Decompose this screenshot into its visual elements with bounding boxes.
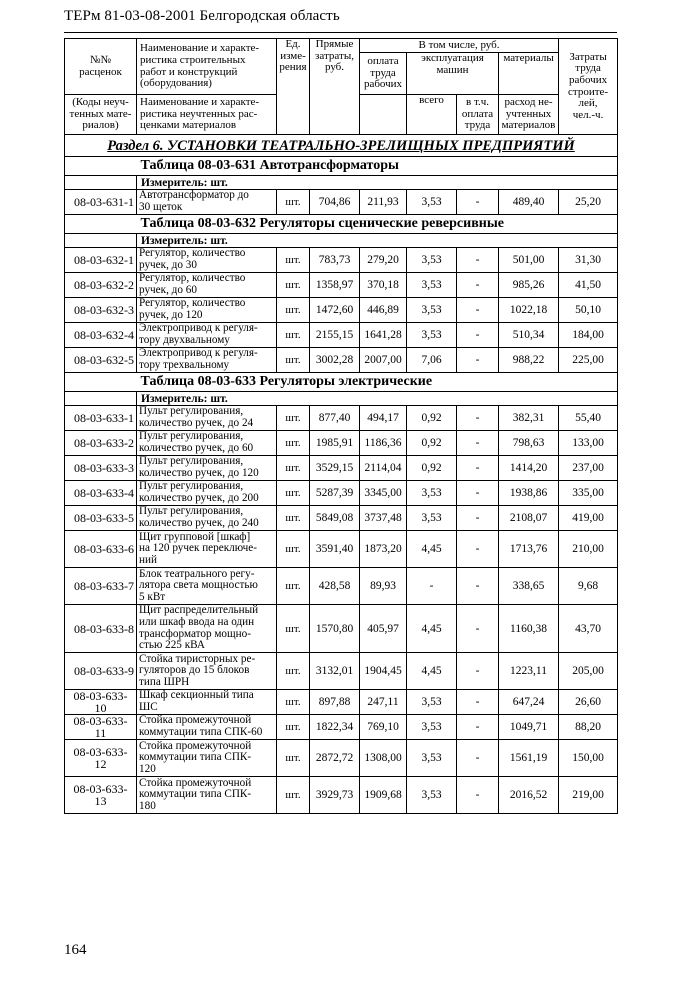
rate-code: 08-03-633-3 [65,456,137,481]
table-measure-row [65,176,618,190]
table-row [65,740,618,777]
machines-total-value: 4,45 [407,531,457,568]
direct-costs-value: 3529,15 [310,456,360,481]
unit-value: шт. [277,456,310,481]
direct-costs-value: 877,40 [310,406,360,431]
work-name: Стойка промежуточной коммутации типа СПК- 180 [137,777,277,814]
labor-hours-value: 133,00 [559,431,618,456]
table-measure-spacer [65,176,137,190]
direct-costs-value: 897,88 [310,690,360,715]
unit-value: шт. [277,298,310,323]
direct-costs-value: 2872,72 [310,740,360,777]
machines-total-value: 3,53 [407,740,457,777]
table-row [65,531,618,568]
table-row [65,568,618,605]
rates-table [64,38,618,814]
table-title-spacer [65,215,137,234]
materials-value: 798,63 [499,431,559,456]
labor-hours-value: 335,00 [559,481,618,506]
direct-costs-value: 428,58 [310,568,360,605]
labor-pay-value: 1641,28 [360,323,407,348]
table-row [65,653,618,690]
labor-pay-value: 494,17 [360,406,407,431]
header-rule [64,32,617,33]
rate-code: 08-03-633-2 [65,431,137,456]
header-name-top: Наименование и характе- ристика строительных работ и конструкций (оборудования) [137,39,277,95]
work-name: Стойка промежуточной коммутации типа СПК-60 [137,715,277,740]
machines-labor-value: - [457,348,499,373]
machines-labor-value: - [457,777,499,814]
machines-labor-value: - [457,690,499,715]
machines-total-value: 3,53 [407,190,457,215]
work-name: Электропривод к регуля- тору двухвальному [137,323,277,348]
unit-value: шт. [277,406,310,431]
unit-value: шт. [277,531,310,568]
rate-code: 08-03-633-5 [65,506,137,531]
rate-code: 08-03-632-4 [65,323,137,348]
labor-pay-value: 1873,20 [360,531,407,568]
unit-value: шт. [277,431,310,456]
table-row [65,298,618,323]
machines-total-value: 7,06 [407,348,457,373]
unit-value: шт. [277,690,310,715]
machines-total-value: 0,92 [407,406,457,431]
machines-labor-value: - [457,740,499,777]
labor-pay-value: 211,93 [360,190,407,215]
header-name-bottom: Наименование и характе- ристика неучтенных рас- ценками материалов [137,95,277,135]
table-row [65,506,618,531]
labor-pay-value: 279,20 [360,248,407,273]
page-number: 164 [64,942,87,958]
direct-costs-value: 1570,80 [310,605,360,653]
materials-value: 2108,07 [499,506,559,531]
direct-costs-value: 1985,91 [310,431,360,456]
table-row [65,273,618,298]
labor-pay-value: 2007,00 [360,348,407,373]
header-machines: эксплуатация машин [407,53,499,95]
work-name: Пульт регулирования, количество ручек, до 240 [137,506,277,531]
materials-value: 1160,38 [499,605,559,653]
labor-hours-value: 25,20 [559,190,618,215]
table-measure-spacer [65,234,137,248]
unit-value: шт. [277,481,310,506]
rate-code: 08-03-632-3 [65,298,137,323]
header-machines-total: всего [407,95,457,135]
labor-hours-value: 43,70 [559,605,618,653]
direct-costs-value: 2155,15 [310,323,360,348]
work-name: Пульт регулирования, количество ручек, до 24 [137,406,277,431]
labor-pay-value: 3345,00 [360,481,407,506]
rate-code: 08-03-633- 10 [65,690,137,715]
unit-value: шт. [277,715,310,740]
machines-total-value: - [407,568,457,605]
labor-hours-value: 419,00 [559,506,618,531]
table-measure-spacer [65,392,137,406]
labor-hours-value: 150,00 [559,740,618,777]
materials-value: 338,65 [499,568,559,605]
header-code-top: №№ расценок [65,39,137,95]
work-name: Пульт регулирования, количество ручек, до 60 [137,431,277,456]
work-name: Регулятор, количество ручек, до 60 [137,273,277,298]
machines-labor-value: - [457,653,499,690]
rate-code: 08-03-632-1 [65,248,137,273]
work-name: Шкаф секционный типа ШС [137,690,277,715]
section-title: Раздел 6. УСТАНОВКИ ТЕАТРАЛЬНО-ЗРЕЛИЩНЫХ ПРЕДПРИЯТИЙ [65,135,618,157]
rate-code: 08-03-633- 12 [65,740,137,777]
materials-value: 1414,20 [499,456,559,481]
table-title: Таблица 08-03-633 Регуляторы электрические [137,373,618,392]
table-measure: Измеритель: шт. [137,392,618,406]
rate-code: 08-03-632-2 [65,273,137,298]
work-name: Стойка промежуточной коммутации типа СПК- 120 [137,740,277,777]
table-row [65,190,618,215]
header-code-bottom: (Коды неуч- тенных мате- риалов) [65,95,137,135]
work-name: Стойка тиристорных ре- гуляторов до 15 блоков типа ШРН [137,653,277,690]
direct-costs-value: 1358,97 [310,273,360,298]
work-name: Щит групповой [шкаф] на 120 ручек переключе- ний [137,531,277,568]
materials-value: 501,00 [499,248,559,273]
materials-value: 382,31 [499,406,559,431]
materials-value: 988,22 [499,348,559,373]
table-measure-row [65,234,618,248]
table-row [65,323,618,348]
machines-total-value: 0,92 [407,456,457,481]
labor-pay-value: 446,89 [360,298,407,323]
direct-costs-value: 3002,28 [310,348,360,373]
labor-hours-value: 50,10 [559,298,618,323]
labor-pay-value: 247,11 [360,690,407,715]
machines-total-value: 3,53 [407,506,457,531]
machines-labor-value: - [457,481,499,506]
machines-labor-value: - [457,456,499,481]
machines-total-value: 3,53 [407,248,457,273]
materials-value: 647,24 [499,690,559,715]
work-name: Блок театрального регу- лятора света мощностью 5 кВт [137,568,277,605]
machines-labor-value: - [457,506,499,531]
rate-code: 08-03-633- 13 [65,777,137,814]
unit-value: шт. [277,506,310,531]
unit-value: шт. [277,248,310,273]
table-row [65,481,618,506]
labor-pay-value: 1186,36 [360,431,407,456]
machines-labor-value: - [457,190,499,215]
materials-value: 985,26 [499,273,559,298]
work-name: Электропривод к регуля- тору трехвальному [137,348,277,373]
rate-code: 08-03-633-7 [65,568,137,605]
work-name: Регулятор, количество ручек, до 120 [137,298,277,323]
table-measure: Измеритель: шт. [137,176,618,190]
table-measure: Измеритель: шт. [137,234,618,248]
machines-total-value: 0,92 [407,431,457,456]
unit-value: шт. [277,777,310,814]
table-title-row [65,157,618,176]
work-name: Пульт регулирования, количество ручек, до 200 [137,481,277,506]
rate-code: 08-03-632-5 [65,348,137,373]
work-name: Щит распределительный или шкаф ввода на один трансформатор мощно- стью 225 кВА [137,605,277,653]
table-title: Таблица 08-03-632 Регуляторы сценические реверсивные [137,215,618,234]
unit-value: шт. [277,273,310,298]
header-unit: Ед. изме- рения [277,39,310,135]
rate-code: 08-03-633- 11 [65,715,137,740]
labor-pay-value: 370,18 [360,273,407,298]
table-row [65,431,618,456]
direct-costs-value: 3132,01 [310,653,360,690]
materials-value: 510,34 [499,323,559,348]
table-row [65,248,618,273]
header-labor-pay: оплата труда рабочих [360,53,407,95]
table-row [65,690,618,715]
page-header-title: ТЕРм 81-03-08-2001 Белгородская область [64,8,340,24]
direct-costs-value: 1472,60 [310,298,360,323]
labor-hours-value: 9,68 [559,568,618,605]
materials-value: 1022,18 [499,298,559,323]
table-title: Таблица 08-03-631 Автотрансформаторы [137,157,618,176]
labor-pay-value: 89,93 [360,568,407,605]
machines-labor-value: - [457,605,499,653]
table-row [65,715,618,740]
table-measure-row [65,392,618,406]
table-row [65,406,618,431]
machines-total-value: 3,53 [407,481,457,506]
unit-value: шт. [277,653,310,690]
unit-value: шт. [277,740,310,777]
header-labor-pay-lower [360,95,407,135]
unit-value: шт. [277,568,310,605]
unit-value: шт. [277,348,310,373]
machines-total-value: 3,53 [407,298,457,323]
table-title-row [65,215,618,234]
header-machines-incl: в т.ч. оплата труда [457,95,499,135]
work-name: Пульт регулирования, количество ручек, до 120 [137,456,277,481]
machines-total-value: 4,45 [407,605,457,653]
labor-hours-value: 237,00 [559,456,618,481]
labor-hours-value: 225,00 [559,348,618,373]
direct-costs-value: 5287,39 [310,481,360,506]
labor-hours-value: 41,50 [559,273,618,298]
work-name: Автотрансформатор до 30 щеток [137,190,277,215]
unit-value: шт. [277,190,310,215]
machines-labor-value: - [457,531,499,568]
table-row [65,348,618,373]
unit-value: шт. [277,323,310,348]
labor-hours-value: 55,40 [559,406,618,431]
rate-code: 08-03-631-1 [65,190,137,215]
table-row [65,605,618,653]
rate-code: 08-03-633-6 [65,531,137,568]
table-title-spacer [65,157,137,176]
machines-total-value: 3,53 [407,273,457,298]
rate-code: 08-03-633-4 [65,481,137,506]
table-title-row [65,373,618,392]
rate-code: 08-03-633-8 [65,605,137,653]
direct-costs-value: 3929,73 [310,777,360,814]
machines-labor-value: - [457,715,499,740]
labor-hours-value: 184,00 [559,323,618,348]
machines-total-value: 3,53 [407,777,457,814]
labor-hours-value: 205,00 [559,653,618,690]
labor-pay-value: 1308,00 [360,740,407,777]
direct-costs-value: 704,86 [310,190,360,215]
labor-pay-value: 769,10 [360,715,407,740]
machines-labor-value: - [457,431,499,456]
labor-hours-value: 31,30 [559,248,618,273]
labor-hours-value: 210,00 [559,531,618,568]
header-direct-costs: Прямые затраты, руб. [310,39,360,135]
rate-code: 08-03-633-9 [65,653,137,690]
machines-total-value: 4,45 [407,653,457,690]
header-including: В том числе, руб. [360,39,559,53]
table-row [65,777,618,814]
labor-hours-value: 26,60 [559,690,618,715]
rate-code: 08-03-633-1 [65,406,137,431]
labor-pay-value: 2114,04 [360,456,407,481]
machines-labor-value: - [457,406,499,431]
labor-pay-value: 1909,68 [360,777,407,814]
unit-value: шт. [277,605,310,653]
work-name: Регулятор, количество ручек, до 30 [137,248,277,273]
machines-total-value: 3,53 [407,690,457,715]
table-title-spacer [65,373,137,392]
labor-pay-value: 405,97 [360,605,407,653]
table-row [65,456,618,481]
direct-costs-value: 3591,40 [310,531,360,568]
direct-costs-value: 783,73 [310,248,360,273]
materials-value: 1938,86 [499,481,559,506]
header-labor-cost: Затраты труда рабочих строите- лей, чел.-ч. [559,39,618,135]
header-materials: материалы [499,53,559,95]
materials-value: 1223,11 [499,653,559,690]
materials-value: 1713,76 [499,531,559,568]
machines-total-value: 3,53 [407,323,457,348]
direct-costs-value: 5849,08 [310,506,360,531]
labor-hours-value: 219,00 [559,777,618,814]
labor-hours-value: 88,20 [559,715,618,740]
machines-labor-value: - [457,298,499,323]
machines-labor-value: - [457,273,499,298]
materials-value: 489,40 [499,190,559,215]
direct-costs-value: 1822,34 [310,715,360,740]
labor-pay-value: 1904,45 [360,653,407,690]
machines-labor-value: - [457,248,499,273]
machines-labor-value: - [457,568,499,605]
header-materials-sub: расход не- учтенных материалов [499,95,559,135]
materials-value: 1049,71 [499,715,559,740]
machines-total-value: 3,53 [407,715,457,740]
labor-pay-value: 3737,48 [360,506,407,531]
materials-value: 1561,19 [499,740,559,777]
materials-value: 2016,52 [499,777,559,814]
machines-labor-value: - [457,323,499,348]
